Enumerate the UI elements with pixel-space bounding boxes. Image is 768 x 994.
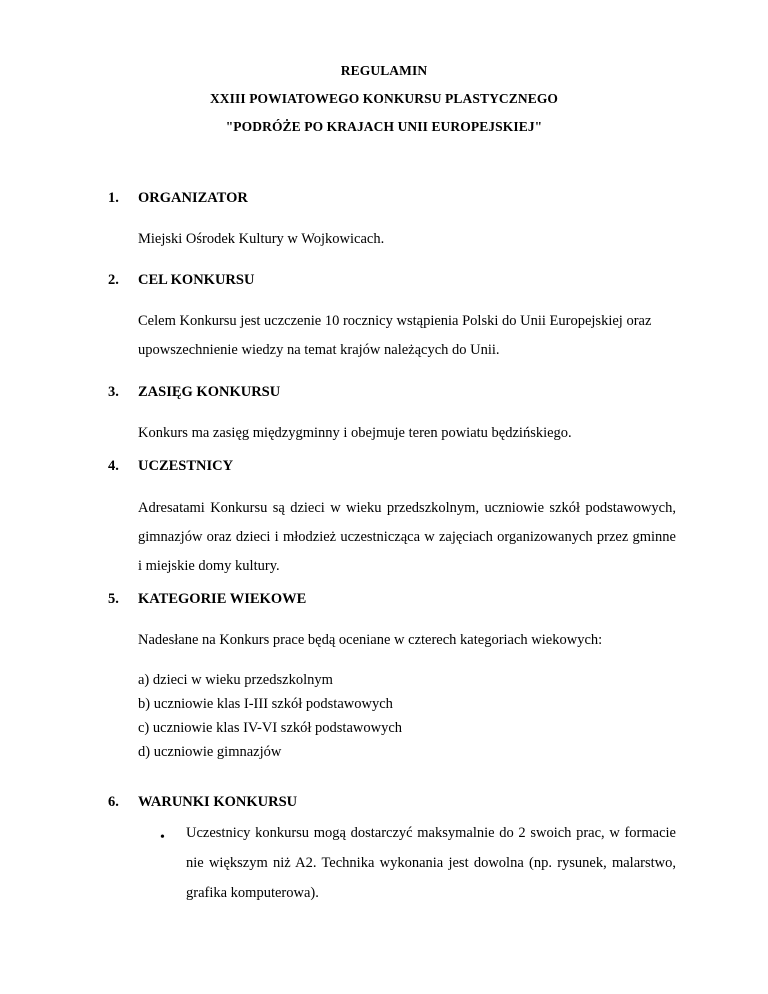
section-heading-warunki <box>108 794 297 811</box>
document-subtitle: XXIII POWIATOWEGO KONKURSU PLASTYCZNEGO <box>209 91 559 106</box>
contest-name: "PODRÓŻE PO KRAJACH UNII EUROPEJSKIEJ" <box>225 119 543 134</box>
bullet-item: Uczestnicy konkursu mogą dostarczyć maksymalnie do 2 swoich prac, w formacie nie większym niż A2. Technika wykonania jest dowolna (np. rysunek, malarstwo, grafika komputerowa). <box>186 825 676 901</box>
section-text-cel: Celem Konkursu jest uczczenie 10 rocznicy wstąpienia Polski do Unii Europejskiej oraz upowszechnienie wiedzy na temat krajów należących do Unii. <box>138 313 652 358</box>
section-text-kategorie: Nadesłane na Konkurs prace będą oceniane w czterech kategoriach wiekowych: <box>138 632 603 648</box>
section-number: 4. <box>108 458 119 474</box>
section-heading-organizator <box>108 190 248 207</box>
section-title: UCZESTNICY <box>138 458 234 474</box>
section-title: WARUNKI KONKURSU <box>138 794 298 810</box>
section-heading-cel <box>108 272 254 289</box>
section-title: CEL KONKURSU <box>138 272 255 288</box>
section-number: 2. <box>108 272 119 288</box>
section-title: KATEGORIE WIEKOWE <box>138 591 307 607</box>
section-text-uczestnicy: Adresatami Konkursu są dzieci w wieku przedszkolnym, uczniowie szkół podstawowych, gimnazjów oraz dzieci i młodzież uczestnicząca w zajęciach organizowanych przez gminne i miejskie domy kultury. <box>138 500 676 574</box>
document-title: REGULAMIN <box>340 63 428 78</box>
section-title: ORGANIZATOR <box>138 190 248 206</box>
list-item: d) uczniowie gimnazjów <box>138 744 282 760</box>
section-heading-uczestnicy <box>108 458 233 475</box>
list-item: b) uczniowie klas I-III szkół podstawowych <box>138 696 393 712</box>
section-heading-zasieg <box>108 384 280 401</box>
bullet-icon: • <box>160 830 165 845</box>
list-item: a) dzieci w wieku przedszkolnym <box>138 672 333 688</box>
section-heading-kategorie <box>108 591 306 608</box>
section-text-organizator: Miejski Ośrodek Kultury w Wojkowicach. <box>138 231 385 247</box>
section-number: 3. <box>108 384 119 400</box>
section-number: 6. <box>108 794 119 810</box>
section-title: ZASIĘG KONKURSU <box>138 384 281 400</box>
section-number: 5. <box>108 591 119 607</box>
list-item: c) uczniowie klas IV-VI szkół podstawowych <box>138 720 403 736</box>
section-text-zasieg: Konkurs ma zasięg międzygminny i obejmuje teren powiatu będzińskiego. <box>138 425 572 441</box>
section-number: 1. <box>108 190 119 206</box>
